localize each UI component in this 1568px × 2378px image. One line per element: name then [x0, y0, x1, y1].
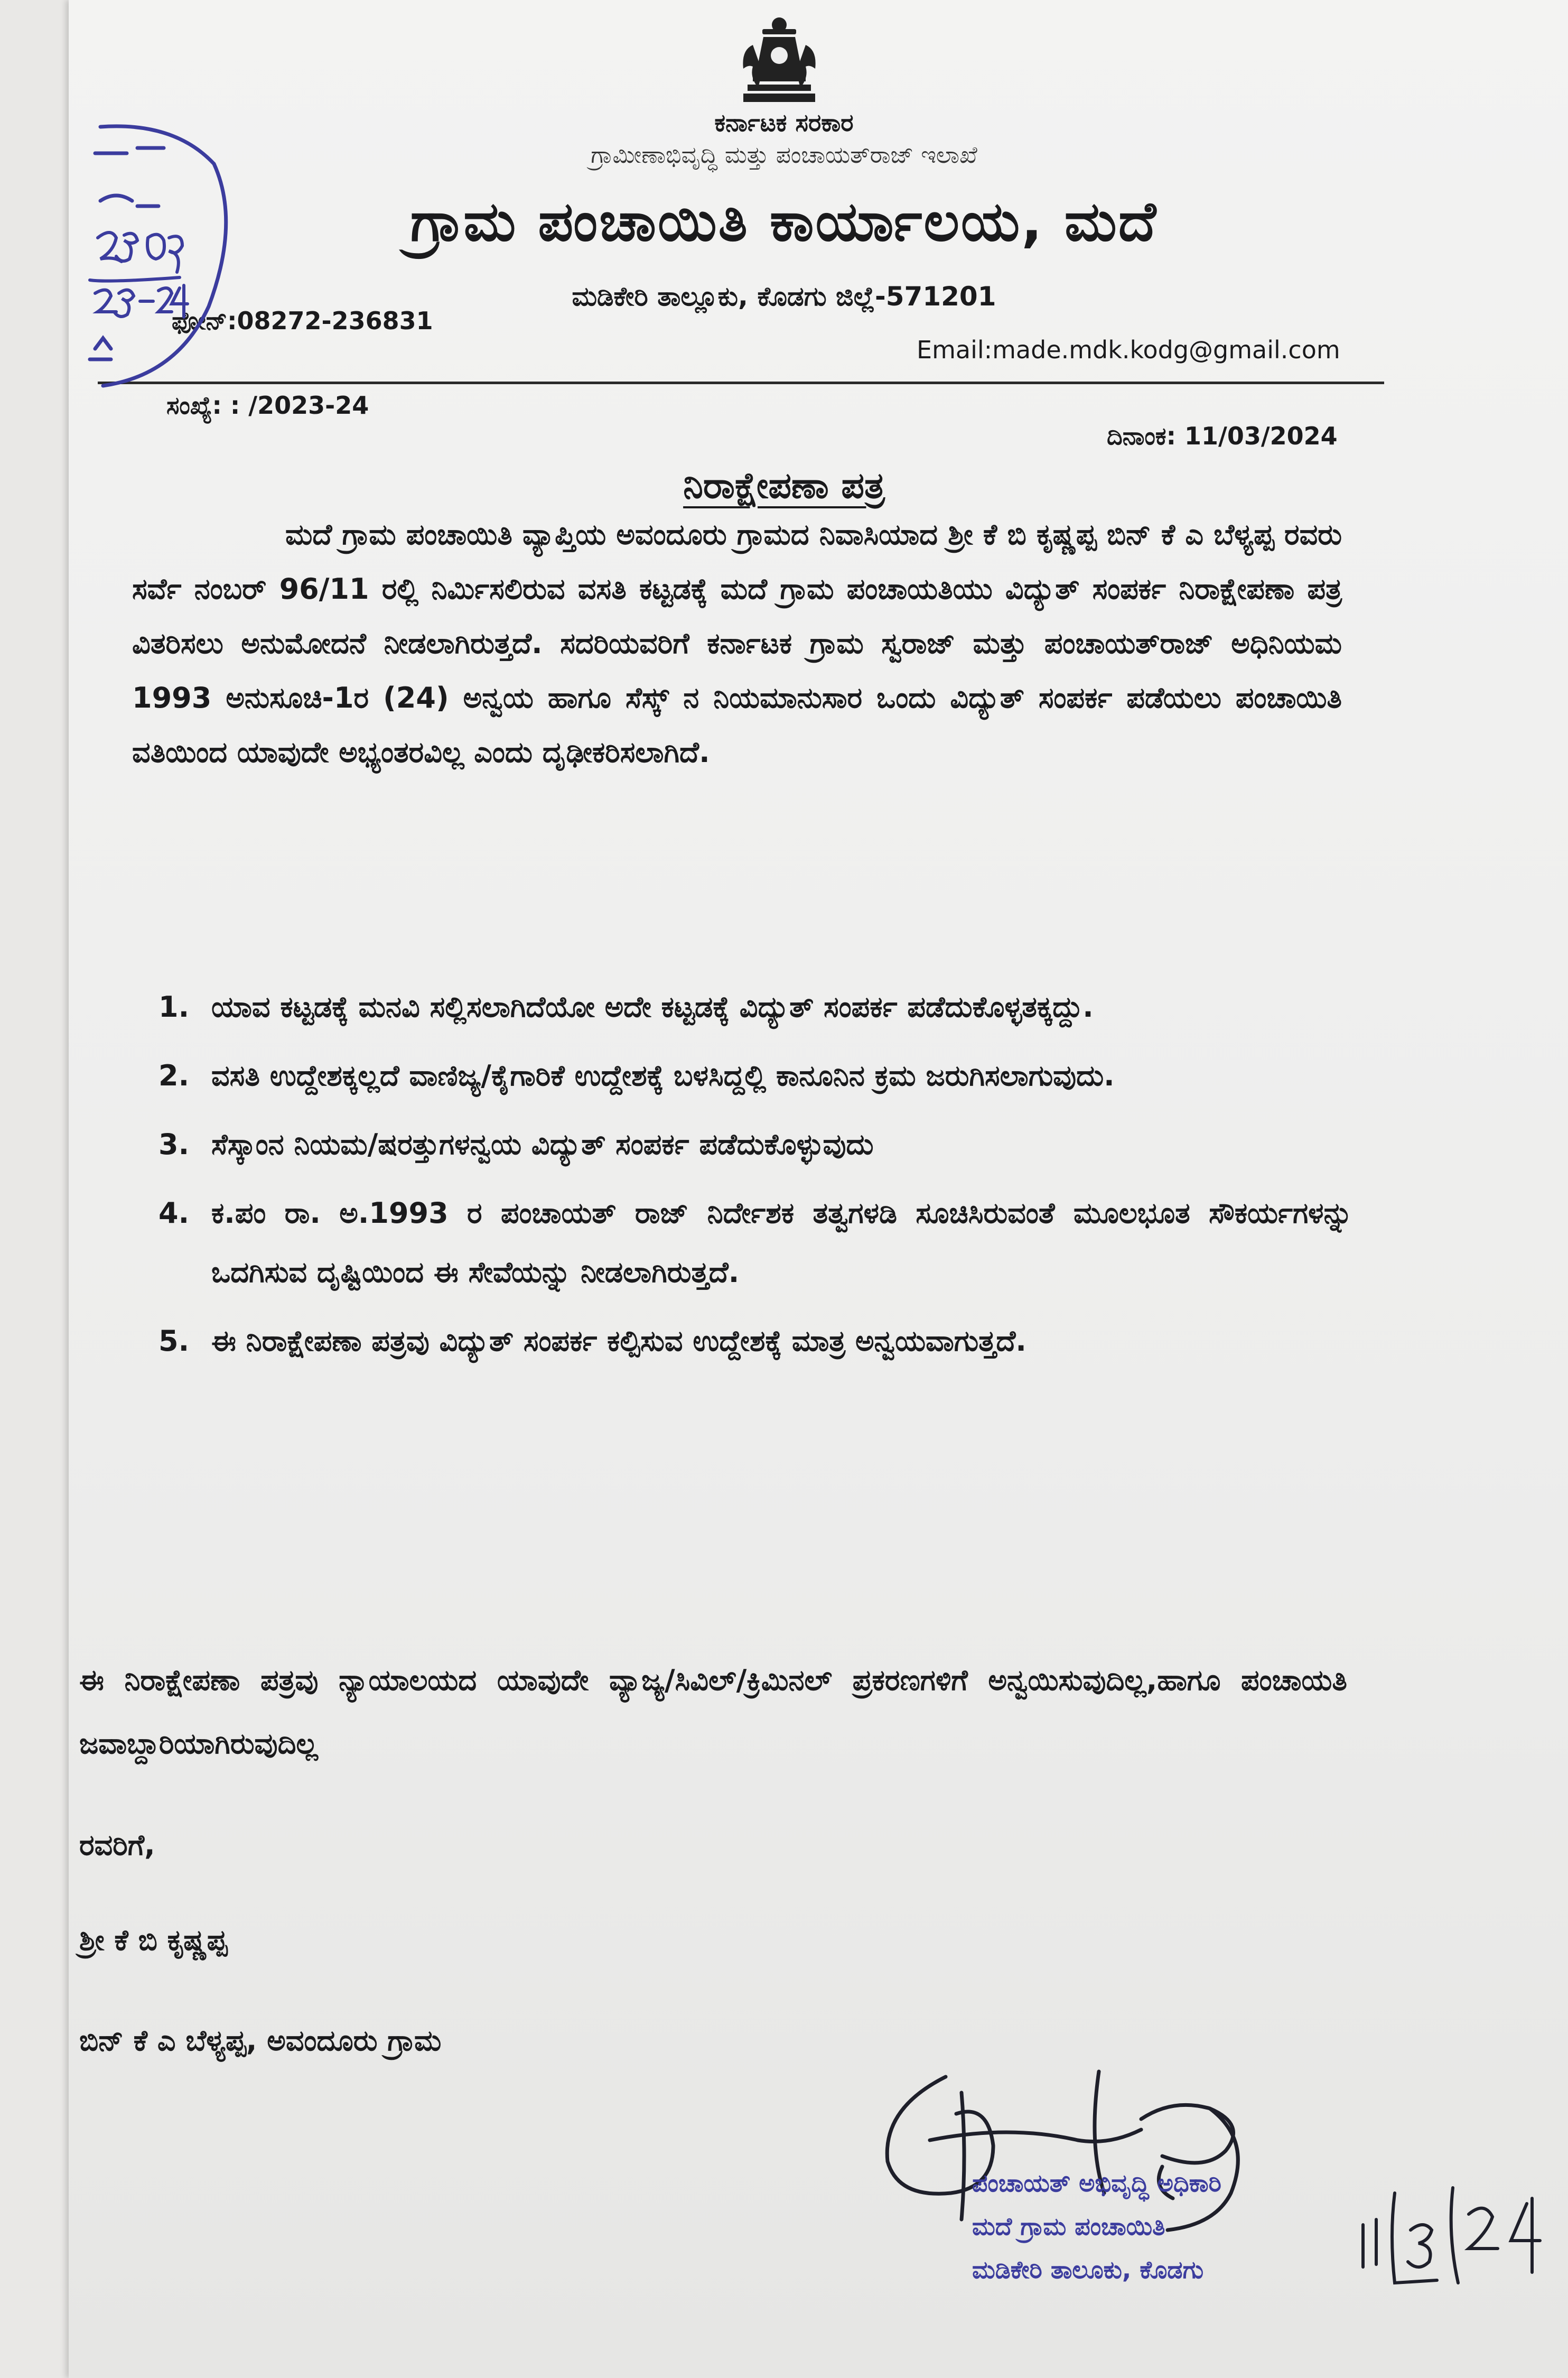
list-number: 1.	[158, 990, 190, 1024]
list-number: 3.	[158, 1128, 190, 1161]
office-phone: ಫೋನ್:08272-236831	[172, 306, 433, 335]
reference-number: ಸಂಖ್ಯೆ: : /2023-24	[166, 391, 369, 420]
body-paragraph: ಮದೆ ಗ್ರಾಮ ಪಂಚಾಯಿತಿ ವ್ಯಾಪ್ತಿಯ ಅವಂದೂರು ಗ್ರಾಮದ ನಿವಾಸಿಯಾದ ಶ್ರೀ ಕೆ ಬಿ ಕೃಷ್ಣಪ್ಪ ಬಿನ್ ಕೆ ಎ ಬೆಳ್ಯಪ್ಪ ರವರು ಸರ್ವೆ ನಂಬರ್ 96/11 ರಲ್ಲಿ ನಿರ್ಮಿಸಲಿರುವ ವಸತಿ ಕಟ್ಟಡಕ್ಕೆ ಮದೆ ಗ್ರಾಮ ಪಂಚಾಯತಿಯು ವಿದ್ಯುತ್ ಸಂಪರ್ಕ ನಿರಾಕ್ಷೇಪಣಾ ಪತ್ರ ವಿತರಿಸಲು ಅನುಮೋದನೆ ನೀಡಲಾಗಿರುತ್ತದೆ. ಸದರಿಯವರಿಗೆ ಕರ್ನಾಟಕ ಗ್ರಾಮ ಸ್ವರಾಜ್ ಮತ್ತು ಪಂಚಾಯತ್‌ರಾಜ್ ಅಧಿನಿಯಮ 1993 ಅನುಸೂಚಿ-1ರ (24) ಅನ್ವಯ ಹಾಗೂ ಸೆಸ್ಕ್ ನ ನಿಯಮಾನುಸಾರ ಒಂದು ವಿದ್ಯುತ್ ಸಂಪರ್ಕ ಪಡೆಯಲು ಪಂಚಾಯಿತಿ ವತಿಯಿಂದ ಯಾವುದೇ ಅಭ್ಯಂತರವಿಲ್ಲ ಎಂದು ದೃಢೀಕರಿಸಲಾಗಿದೆ.	[132, 518, 1342, 769]
list-number: 5.	[158, 1324, 190, 1358]
office-address: ಮಡಿಕೇರಿ ತಾಲ್ಲೂಕು, ಕೊಡಗು ಜಿಲ್ಲೆ-571201	[572, 281, 996, 312]
list-text: ಸೆಸ್ಕಾಂನ ನಿಯಮ/ಷರತ್ತುಗಳನ್ವಯ ವಿದ್ಯುತ್ ಸಂಪರ್ಕ ಪಡೆದುಕೊಳ್ಳುವುದು	[211, 1128, 874, 1161]
list-number: 4.	[158, 1196, 190, 1230]
disclaimer-note: ಈ ನಿರಾಕ್ಷೇಪಣಾ ಪತ್ರವು ನ್ಯಾಯಾಲಯದ ಯಾವುದೇ ವ್ಯಾಜ್ಯ/ಸಿವಿಲ್/ಕ್ರಿಮಿನಲ್ ಪ್ರಕರಣಗಳಿಗೆ ಅನ್ವಯಿಸುವುದಿಲ್ಲ,ಹಾಗೂ ಪಂಚಾಯತಿ ಜವಾಬ್ದಾರಿಯಾಗಿರುವುದಿಲ್ಲ	[79, 1664, 1347, 1760]
list-text: ಕ.ಪಂ ರಾ. ಅ.1993 ರ ಪಂಚಾಯತ್ ರಾಜ್ ನಿರ್ದೇಶಕ ತತ್ವಗಳಡಿ ಸೂಚಿಸಿರುವಂತೆ ಮೂಲಭೂತ ಸೌಕರ್ಯಗಳನ್ನು ಒದಗಿಸುವ ದೃಷ್ಟಿಯಿಂದ ಈ ಸೇವೆಯನ್ನು ನೀಡಲಾಗಿರುತ್ತದೆ.	[211, 1196, 1352, 1289]
conditions-list	[122, 978, 1352, 1380]
list-item	[122, 1312, 1352, 1371]
office-seal	[972, 2161, 1374, 2291]
letter-title	[0, 465, 1568, 507]
list-number: 2.	[158, 1059, 190, 1092]
seal-line-3: ಮಡಿಕೇರಿ ತಾಲೂಕು, ಕೊಡಗು	[972, 2255, 1204, 2284]
seal-line-1: ಪಂಚಾಯತ್ ಅಭಿವೃದ್ಧಿ ಅಧಿಕಾರಿ	[972, 2169, 1221, 2197]
list-text: ಈ ನಿರಾಕ್ಷೇಪಣಾ ಪತ್ರವು ವಿದ್ಯುತ್ ಸಂಪರ್ಕ ಕಲ್ಪಿಸುವ ಉದ್ದೇಶಕ್ಕೆ ಮಾತ್ರ ಅನ್ವಯವಾಗುತ್ತದೆ.	[211, 1324, 1026, 1358]
recipient-address: ಬಿನ್ ಕೆ ಎ ಬೆಳ್ಯಪ್ಪ, ಅವಂದೂರು ಗ್ರಾಮ	[79, 2024, 442, 2057]
department-name: ಗ್ರಾಮೀಣಾಭಿವೃದ್ಧಿ ಮತ್ತು ಪಂಚಾಯತ್‌ರಾಜ್ ಇಲಾಖೆ	[591, 142, 977, 169]
office-title: ಗ್ರಾಮ ಪಂಚಾಯಿತಿ ಕಾರ್ಯಾಲಯ, ಮದೆ	[410, 189, 1158, 254]
office-email: Email:made.mdk.kodg@gmail.com	[917, 336, 1340, 364]
karnataka-emblem-icon	[732, 13, 827, 106]
inward-stamp	[79, 106, 238, 402]
government-name: ಕರ್ನಾಟಕ ಸರಕಾರ	[714, 108, 854, 137]
list-item	[122, 1046, 1352, 1106]
list-text: ಯಾವ ಕಟ್ಟಡಕ್ಕೆ ಮನವಿ ಸಲ್ಲಿಸಲಾಗಿದೆಯೋ ಅದೇ ಕಟ್ಟಡಕ್ಕೆ ವಿದ್ಯುತ್ ಸಂಪರ್ಕ ಪಡೆದುಕೊಳ್ಳತಕ್ಕದ್ದು.	[211, 990, 1094, 1024]
header-divider	[98, 382, 1384, 384]
handwritten-date	[1352, 2182, 1553, 2288]
recipient-salutation: ರವರಿಗೆ,	[79, 1828, 155, 1862]
list-text: ವಸತಿ ಉದ್ದೇಶಕ್ಕಲ್ಲದೆ ವಾಣಿಜ್ಯ/ಕೈಗಾರಿಕೆ ಉದ್ದೇಶಕ್ಕೆ ಬಳಸಿದ್ದಲ್ಲಿ ಕಾನೂನಿನ ಕ್ರಮ ಜರುಗಿಸಲಾಗುವುದು.	[211, 1059, 1115, 1092]
list-item	[122, 1115, 1352, 1174]
letter-title-text: ನಿರಾಕ್ಷೇಪಣಾ ಪತ್ರ	[683, 465, 885, 507]
recipient-name: ಶ್ರೀ ಕೆ ಬಿ ಕೃಷ್ಣಪ್ಪ	[79, 1924, 228, 1957]
seal-line-2: ಮದೆ ಗ್ರಾಮ ಪಂಚಾಯಿತಿ	[972, 2212, 1165, 2241]
list-item	[122, 1184, 1352, 1302]
list-item	[122, 978, 1352, 1037]
letter-date: ದಿನಾಂಕ: 11/03/2024	[1107, 422, 1338, 450]
